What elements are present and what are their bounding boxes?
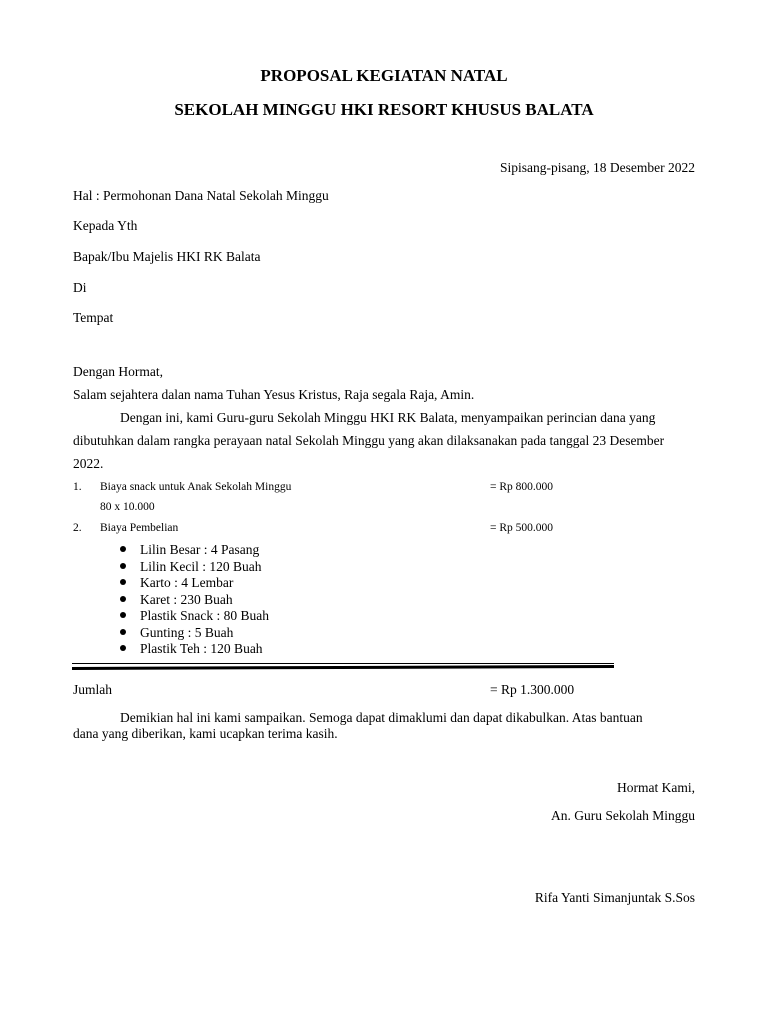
signoff-org: An. Guru Sekolah Minggu (551, 808, 695, 823)
list-item: Gunting : 5 Buah (120, 625, 269, 642)
list-item: Plastik Teh : 120 Buah (120, 641, 269, 658)
greeting: Dengan Hormat, (73, 364, 163, 379)
item-label: Biaya Pembelian (100, 522, 179, 534)
list-item: Karet : 230 Buah (120, 592, 269, 609)
bullet-icon (120, 546, 126, 552)
di-line: Di (73, 280, 87, 295)
purchase-list (120, 542, 269, 658)
total-label: Jumlah (73, 682, 112, 697)
item-amount: = Rp 800.000 (490, 481, 554, 493)
bullet-icon (120, 612, 126, 618)
list-item: Karto : 4 Lembar (120, 575, 269, 592)
bullet-icon (120, 645, 126, 651)
body-line: 2022. (73, 456, 104, 471)
item-number: 2. (73, 522, 82, 534)
place-date: Sipisang-pisang, 18 Desember 2022 (500, 160, 695, 175)
body-line: Dengan ini, kami Guru-guru Sekolah Minggu HKI RK Balata, menyampaikan perincian dana yang (120, 410, 656, 425)
divider-thick (72, 665, 614, 670)
signoff: Hormat Kami, (617, 780, 695, 795)
body-line: dibutuhkan dalam rangka perayaan natal Sekolah Minggu yang akan dilaksanakan pada tanggal 23 Desember (73, 433, 665, 448)
subject-line: Hal : Permohonan Dana Natal Sekolah Minggu (73, 188, 329, 203)
bullet-icon (120, 629, 126, 635)
bullet-icon (120, 579, 126, 585)
kepada-line: Kepada Yth (73, 218, 138, 233)
closing-line: Demikian hal ini kami sampaikan. Semoga dapat dimaklumi dan dapat dikabulkan. Atas bantuan (120, 710, 643, 725)
document-subtitle: SEKOLAH MINGGU HKI RESORT KHUSUS BALATA (174, 100, 594, 119)
recipient-line: Bapak/Ibu Majelis HKI RK Balata (73, 249, 261, 264)
document-title: PROPOSAL KEGIATAN NATAL (260, 66, 508, 85)
divider-thin (72, 663, 614, 664)
list-item: Plastik Snack : 80 Buah (120, 608, 269, 625)
tempat-line: Tempat (73, 310, 114, 325)
item-number: 1. (73, 481, 82, 493)
salutation: Salam sejahtera dalan nama Tuhan Yesus Kristus, Raja segala Raja, Amin. (73, 387, 475, 402)
bullet-icon (120, 563, 126, 569)
total-amount: = Rp 1.300.000 (490, 682, 575, 697)
closing-line: dana yang diberikan, kami ucapkan terima kasih. (73, 726, 338, 741)
item-amount: = Rp 500.000 (490, 522, 554, 534)
item-label: Biaya snack untuk Anak Sekolah Minggu (100, 481, 292, 493)
item-detail: 80 x 10.000 (100, 501, 155, 513)
list-item: Lilin Besar : 4 Pasang (120, 542, 269, 559)
list-item: Lilin Kecil : 120 Buah (120, 559, 269, 576)
bullet-icon (120, 596, 126, 602)
signer-name: Rifa Yanti Simanjuntak S.Sos (534, 890, 695, 905)
